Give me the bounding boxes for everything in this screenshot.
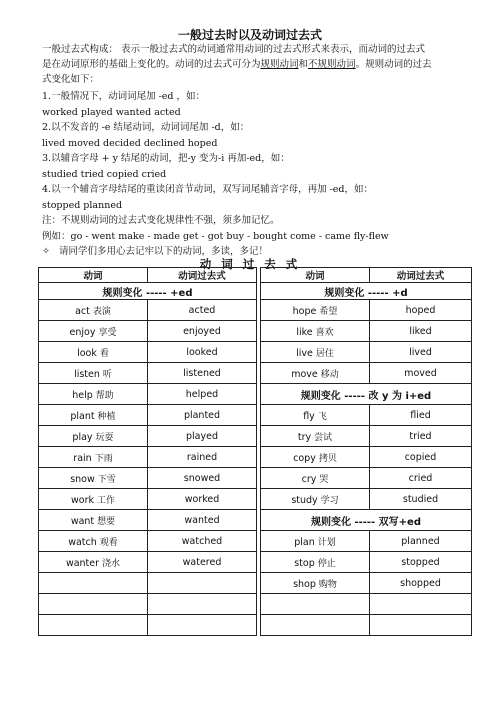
table-title: 动 词 过 去 式 (199, 257, 301, 271)
header-past-left: 动词过去式 (148, 268, 257, 283)
past-cell: planned (370, 531, 472, 552)
verb-word: try (297, 431, 312, 443)
verb-meaning: 停止 (317, 558, 336, 569)
verb-meaning: 观看 (99, 537, 118, 548)
table-row (39, 321, 472, 342)
table-row (39, 342, 472, 363)
verb-cell (39, 363, 148, 384)
verb-cell (39, 384, 148, 405)
verb-meaning: 种植 (97, 411, 116, 422)
verb-word: copy (293, 452, 316, 464)
verb-meaning: 下雪 (97, 474, 116, 485)
section-label: 规则变化 ----- 改 y 为 i+ed (261, 384, 472, 405)
verb-cell (39, 510, 148, 531)
verb-cell (261, 300, 370, 321)
intro-text-end: 。规则动词的过去 (355, 59, 432, 70)
verb-cell (261, 552, 370, 573)
empty-cell (261, 594, 370, 615)
table-row (39, 573, 472, 594)
rule-3: 3.以辅音字母 + y 结尾的动词，把-y 变为-i 再加-ed，如： (42, 153, 290, 164)
table-row (39, 426, 472, 447)
verb-word: stop (294, 557, 315, 569)
table-row (39, 468, 472, 489)
reminder-text: 请同学们多用心去记牢以下的动词，多读，多记！ (59, 246, 269, 257)
verb-cell (261, 405, 370, 426)
verb-word: plant (70, 410, 95, 422)
table-row (39, 510, 472, 531)
verb-word: live (296, 347, 313, 359)
verb-cell (39, 342, 148, 363)
verb-word: act (75, 305, 90, 317)
past-cell: rained (148, 447, 257, 468)
intro-line-1: 一般过去式构成： 表示一般过去式的动词通常用动词的过去式形式来表示，而动词的过去式 (42, 44, 426, 55)
table-row (39, 594, 472, 615)
verb-meaning: 帮助 (95, 390, 114, 401)
irregular-examples: 例如：go - went make - made get - got buy - bought come - came fly-flew (42, 231, 389, 242)
past-cell: liked (370, 321, 472, 342)
table-row (39, 300, 472, 321)
past-cell: moved (370, 363, 472, 384)
verb-cell (261, 531, 370, 552)
empty-cell (39, 594, 148, 615)
verb-meaning: 移动 (320, 369, 339, 380)
verb-cell (261, 426, 370, 447)
verb-cell (39, 321, 148, 342)
past-cell: hoped (370, 300, 472, 321)
past-cell: stopped (370, 552, 472, 573)
verb-word: fly (303, 410, 315, 422)
past-cell: copied (370, 447, 472, 468)
rule-2: 2.以不发音的 -e 结尾动词，动词词尾加 -d，如： (42, 122, 250, 133)
verb-meaning: 想要 (97, 516, 116, 527)
rule-3-examples: studied tried copied cried (42, 169, 167, 180)
past-cell: listened (148, 363, 257, 384)
intro-text: 是在动词原形的基础上变化的。动词的过去式可分为 (42, 59, 261, 70)
table-row (39, 405, 472, 426)
past-cell: studied (370, 489, 472, 510)
verb-meaning: 居住 (315, 348, 334, 359)
verb-word: work (70, 494, 94, 506)
verb-meaning: 喜欢 (315, 327, 334, 338)
verb-cell (39, 447, 148, 468)
header-verb-left: 动词 (39, 268, 148, 283)
verb-meaning: 希望 (319, 306, 338, 317)
verb-cell (261, 447, 370, 468)
verb-meaning: 享受 (98, 327, 117, 338)
irregular-note: 注：不规则动词的过去式变化规律性不强，须多加记忆。 (42, 215, 280, 226)
section-label: 规则变化 ----- 双写+ed (261, 510, 472, 531)
verb-meaning: 哭 (319, 474, 329, 485)
verb-cell (39, 426, 148, 447)
verb-meaning: 学习 (320, 495, 339, 506)
verb-cell (39, 300, 148, 321)
rule-4-examples: stopped planned (42, 200, 123, 211)
table-row (39, 283, 472, 300)
verb-word: study (291, 494, 318, 506)
past-cell: watched (148, 531, 257, 552)
table-row (39, 489, 472, 510)
table-row (39, 363, 472, 384)
intro-line-3: 式变化如下： (42, 74, 100, 85)
verb-meaning: 玩耍 (95, 432, 114, 443)
verb-word: want (70, 515, 95, 527)
page-title: 一般过去时以及动词过去式 (177, 28, 322, 42)
verb-cell (261, 489, 370, 510)
verb-word: listen (74, 368, 100, 380)
rule-4: 4.以一个辅音字母结尾的重读闭音节动词，双写词尾辅音字母，再加 -ed，如： (42, 184, 373, 195)
verb-word: hope (292, 305, 317, 317)
table-row (39, 615, 472, 636)
verb-word: enjoy (69, 326, 96, 338)
rule-2-examples: lived moved decided declined hoped (42, 138, 218, 149)
verb-cell (39, 405, 148, 426)
verb-meaning: 计划 (317, 537, 336, 548)
past-cell: looked (148, 342, 257, 363)
verb-word: plan (294, 536, 315, 548)
verb-meaning: 购物 (318, 579, 337, 590)
verb-meaning: 浇水 (102, 558, 121, 569)
past-cell: helped (148, 384, 257, 405)
verb-meaning: 表演 (92, 306, 111, 317)
past-cell: acted (148, 300, 257, 321)
verb-word: look (77, 347, 97, 359)
diamond-bullet-icon: ✧ (42, 246, 50, 257)
intro-line-2 (42, 59, 432, 71)
empty-cell (148, 594, 257, 615)
verb-cell (39, 531, 148, 552)
verb-meaning: 看 (99, 348, 109, 359)
verb-cell (39, 468, 148, 489)
header-verb-right: 动词 (261, 268, 370, 283)
past-cell: planted (148, 405, 257, 426)
verb-word: watch (68, 536, 97, 548)
verb-word: rain (73, 452, 92, 464)
verb-word: cry (301, 473, 317, 485)
past-cell: snowed (148, 468, 257, 489)
verb-cell (261, 342, 370, 363)
verb-meaning: 飞 (317, 411, 327, 422)
past-cell: worked (148, 489, 257, 510)
table-row (39, 531, 472, 552)
verb-word: snow (70, 473, 95, 485)
verb-cell (39, 552, 148, 573)
past-cell: watered (148, 552, 257, 573)
table-row (39, 552, 472, 573)
verb-cell (39, 489, 148, 510)
rule-1-examples: worked played wanted acted (42, 107, 181, 118)
header-past-right: 动词过去式 (370, 268, 472, 283)
verb-meaning: 下雨 (94, 453, 113, 464)
verb-cell (261, 468, 370, 489)
empty-cell (370, 594, 472, 615)
verb-word: help (72, 389, 93, 401)
irregular-verbs-term: 不规则动词 (308, 59, 356, 70)
section-label-ed: 规则变化 ----- +ed (39, 283, 257, 300)
empty-cell (370, 615, 472, 636)
verb-word: shop (293, 578, 316, 590)
intro-conjunction: 和 (298, 59, 309, 70)
verb-word: like (296, 326, 313, 338)
verb-word: wanter (65, 557, 100, 569)
empty-cell (148, 615, 257, 636)
regular-verbs-term: 规则动词 (260, 59, 299, 70)
verb-table (38, 267, 472, 636)
table-header-row (39, 268, 472, 283)
empty-cell (39, 615, 148, 636)
empty-cell (148, 573, 257, 594)
verb-word: move (291, 368, 318, 380)
empty-cell (261, 615, 370, 636)
verb-cell (261, 321, 370, 342)
past-cell: played (148, 426, 257, 447)
section-label: 规则变化 ----- +d (261, 283, 472, 300)
past-cell: enjoyed (148, 321, 257, 342)
past-cell: shopped (370, 573, 472, 594)
verb-meaning: 工作 (96, 495, 115, 506)
past-cell: cried (370, 468, 472, 489)
verb-cell (261, 573, 370, 594)
verb-meaning: 尝试 (314, 432, 333, 443)
past-cell: tried (370, 426, 472, 447)
verb-meaning: 听 (102, 369, 112, 380)
rule-1: 1.一般情况下，动词词尾加 -ed ，如： (42, 91, 206, 102)
past-cell: lived (370, 342, 472, 363)
past-cell: wanted (148, 510, 257, 531)
verb-cell (261, 363, 370, 384)
verb-word: play (72, 431, 93, 443)
table-row (39, 384, 472, 405)
empty-cell (39, 573, 148, 594)
table-row (39, 447, 472, 468)
verb-meaning: 拷贝 (318, 453, 337, 464)
past-cell: flied (370, 405, 472, 426)
